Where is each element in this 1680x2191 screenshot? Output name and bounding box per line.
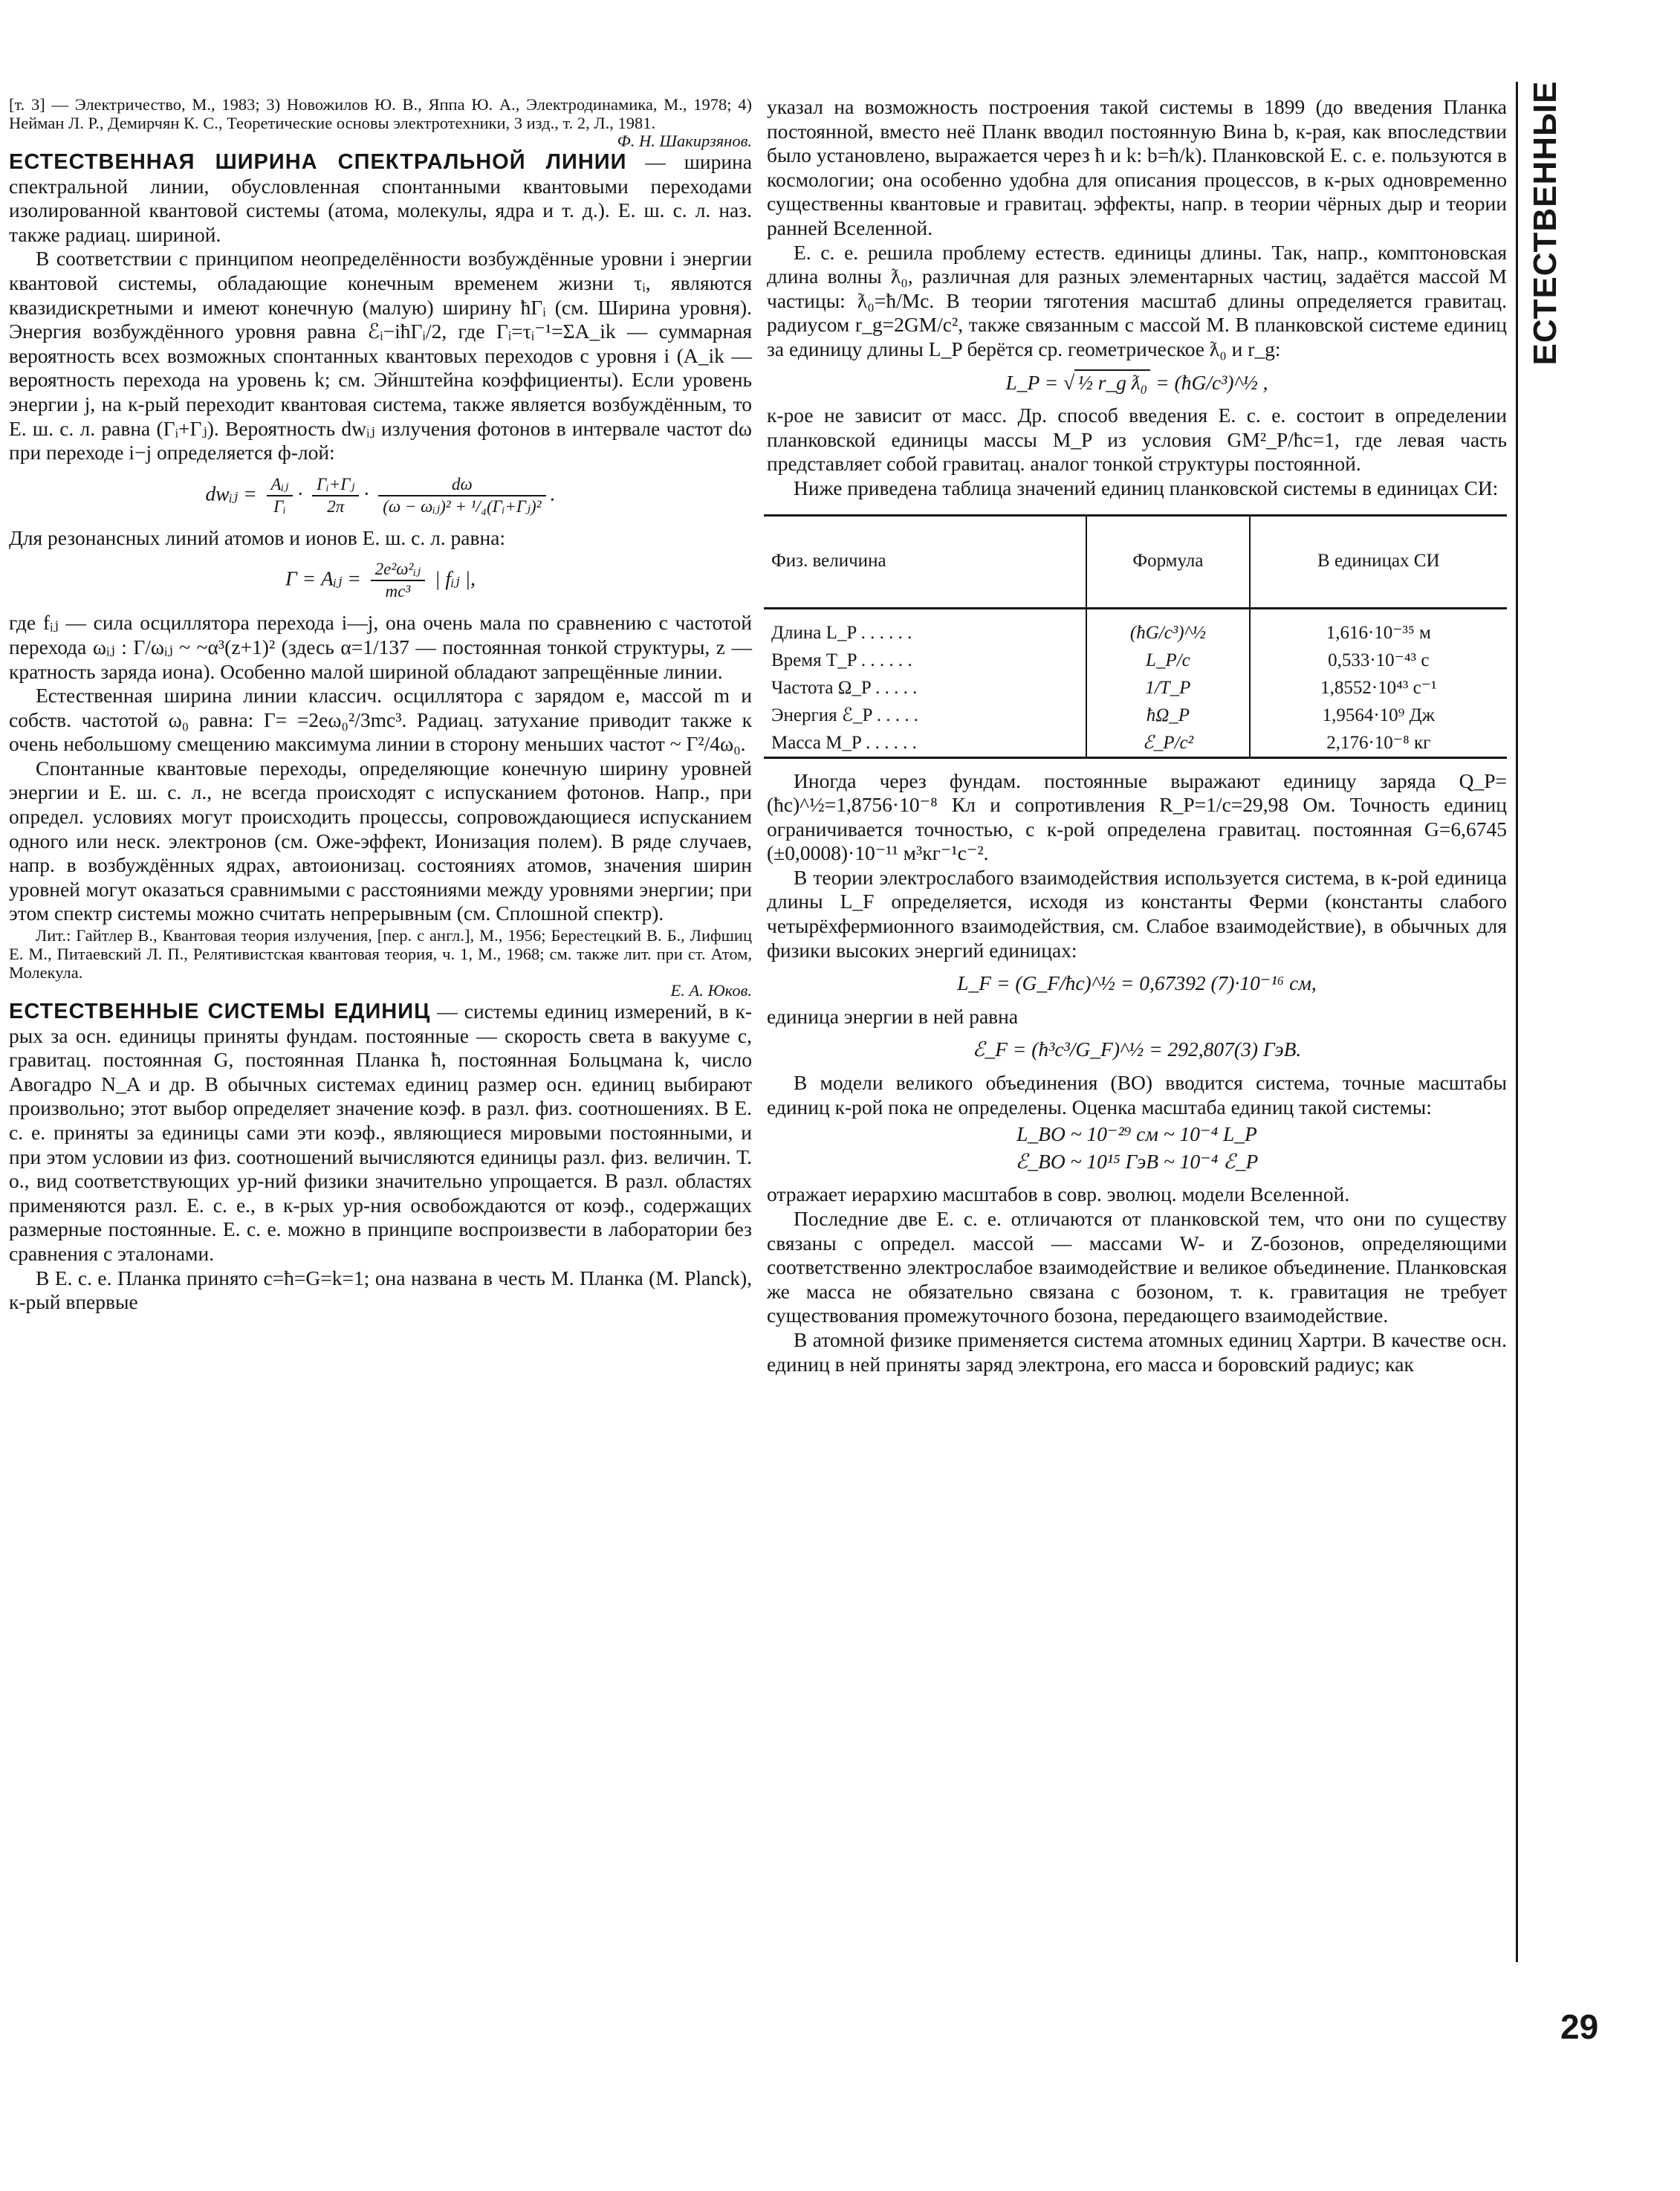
paragraph: Последние две Е. с. е. отличаются от планковской тем, что они по существу связаны с определ. массой — массами W- и Z-бозонов, определяющими соответственно электрослабое взаимодействие и великое объединение. Планковская же масса не обязательно связана с бозоном, т. к. гравитация не требует существования промежуточного бозона, передающего взаимодействие. <box>767 1207 1507 1327</box>
author-signature: Ф. Н. Шакирзянов. <box>617 132 752 150</box>
table-cell: 1,8552·10⁴³ с⁻¹ <box>1250 674 1507 702</box>
formula-fermi-length: L_F = (G_F/ħc)^½ = 0,67392 (7)·10⁻¹⁶ см, <box>957 971 1317 995</box>
denominator: Γᵢ <box>273 496 286 516</box>
paragraph: Спонтанные квантовые переходы, определяющие конечную ширину уровней энергии и Е. ш. с. л., не всегда происходят с испусканием фотонов. Напр., при определ. условиях могут происходить процессы, сопровождающиеся испусканием одного или неск. электронов (см. Оже-эффект, Ионизация полем). В ряде случаев, напр. в возбуждённых ядрах, автоионизац. состояниях атомов, значения ширин уровней могут оказаться сравнимыми с расстояниями между уровнями энергии; при этом спектр системы можно считать непрерывным (см. Сплошной спектр). <box>9 756 752 925</box>
table-cell: 1,9564·10⁹ Дж <box>1250 702 1507 729</box>
table-cell: Энергия ℰ_P . . . . . <box>771 705 918 725</box>
formula-lhs: dwᵢⱼ = <box>205 482 257 505</box>
radicand: ½ r_g ƛ₀ <box>1074 369 1150 394</box>
formula-gut-length: L_BO ~ 10⁻²⁹ см ~ 10⁻⁴ L_P <box>1016 1122 1257 1146</box>
paragraph: отражает иерархию масштабов в совр. эволюц. модели Вселенной. <box>767 1182 1350 1206</box>
paragraph: В Е. с. е. Планка принято c=ħ=G=k=1; она названа в честь М. Планка (M. Planck), к-рый впервые <box>9 1266 752 1314</box>
paragraph: В теории электрослабого взаимодействия используется система, в к-рой единица длины L_F определяется, исходя из константы Ферми (константы слабого четырёхфермионного взаимодействия, см. Слабое взаимодействие), в обычных для физики высоких энергий единицах: <box>767 865 1507 962</box>
paragraph: В модели великого объединения (ВО) вводится система, точные масштабы единиц к-рой пока не определены. Оценка масштаба единиц такой системы: <box>767 1071 1507 1119</box>
table-row <box>764 702 1507 729</box>
paragraph: Ниже приведена таблица значений единиц планковской системы в единицах СИ: <box>794 476 1499 499</box>
denominator: (ω − ωᵢⱼ)² + ¹/₄(Γᵢ+Γⱼ)² <box>383 496 542 516</box>
paragraph: Естественная ширина линии классич. осциллятора с зарядом e, массой m и собств. частотой ω₀ равна: Γ= =2eω₀²/3mc³. Радиац. затухание приводит также к очень небольшому смещению максимума линии в сторону меньших частот ~ Γ²/4ω₀. <box>9 684 752 756</box>
table-cell: Масса M_P . . . . . . <box>764 729 1086 758</box>
formula-lhs: Γ = Aᵢⱼ = <box>285 566 361 590</box>
paragraph: Для резонансных линий атомов и ионов Е. ш. с. л. равна: <box>9 525 506 549</box>
table-cell: (ħG/c³)^½ <box>1086 608 1249 647</box>
table-cell: Время T_P . . . . . . <box>771 650 912 670</box>
paragraph: В атомной физике применяется система атомных единиц Хартри. В качестве осн. единиц в ней приняты заряд электрона, его масса и боровский радиус; как <box>767 1327 1507 1376</box>
formula-rhs: | fᵢⱼ |, <box>435 566 476 590</box>
table-cell: ħΩ_P <box>1086 702 1249 729</box>
table-row <box>764 608 1507 647</box>
table-cell: Частота Ω_P . . . . . <box>771 677 918 698</box>
table-row <box>764 729 1507 758</box>
formula-gut-energy: ℰ_BO ~ 10¹⁵ ГэВ ~ 10⁻⁴ ℰ_P <box>1015 1149 1259 1173</box>
table-cell: 1/T_P <box>1086 674 1249 702</box>
formula-lhs: L_P = <box>1005 370 1059 394</box>
fraction <box>378 474 545 517</box>
right-column <box>767 95 1507 1376</box>
page-number: 29 <box>1560 2007 1599 2046</box>
paragraph: где fᵢⱼ — сила осциллятора перехода i—j, она очень мала по сравнению с частотой перехода ωᵢⱼ : Γ/ωᵢⱼ ~ ~α³(z+1)² (здесь α=1/137 — постоянная тонкой структуры, z — кратность заряда иона). Особенно малой шириной обладают запрещённые линии. <box>9 611 752 683</box>
formula-fermi-energy: ℰ_F = (ħ³c³/G_F)^½ = 292,807(3) ГэВ. <box>972 1038 1302 1061</box>
paragraph: Е. с. е. решила проблему естеств. единицы длины. Так, напр., комптоновская длина волны ƛ₀, различная для разных элементарных частиц, задаётся массой M частицы: ƛ₀=ħ/Mc. В теории тяготения масштаб длины определяется гравитац. радиусом r_g=2GM/c², также связанным с массой M. В планковской системе единиц за единицу длины L_P берётся ср. геометрическое ƛ₀ и r_g: <box>767 240 1507 360</box>
literature: Лит.: Гайтлер В., Квантовая теория излучения, [пер. с англ.], М., 1956; Берестецкий В. Б., Лифшиц Е. М., Питаевский Л. П., Релятивистская квантовая теория, ч. 1, М., 1968; см. также лит. при ст. Атом, Молекула. <box>9 926 752 983</box>
author-signature: Е. А. Юков. <box>670 981 752 1000</box>
table-cell: L_P/c <box>1086 647 1249 674</box>
formula-gamma <box>9 559 752 602</box>
radical-sign: √ <box>1063 370 1075 394</box>
denominator: 2π <box>327 496 345 516</box>
headword: ЕСТЕСТВЕННАЯ ШИРИНА СПЕКТРАЛЬНОЙ ЛИНИИ <box>9 150 627 174</box>
paragraph: единица энергии в ней равна <box>767 1004 1019 1028</box>
table-header: Физ. величина <box>764 515 1086 608</box>
running-header: ЕСТЕСТВЕННЫЕ <box>1527 80 1563 366</box>
fraction <box>267 474 293 517</box>
numerator: Aᵢⱼ <box>267 474 293 496</box>
table-cell: ℰ_P/c² <box>1086 729 1249 758</box>
paragraph: В соответствии с принципом неопределённости возбуждённые уровни i энергии квантовой системы, обладающие конечным временем жизни τᵢ, являются квазидискретными и имеют конечную (малую) ширину ħΓᵢ (см. Ширина уровня). Энергия возбуждённого уровня равна ℰᵢ−iħΓᵢ/2, где Γᵢ=τᵢ⁻¹=ΣA_ik — суммарная вероятность всех возможных спонтанных квантовых переходов с уровня i (A_ik — вероятность перехода на уровень k; см. Эйнштейна коэффициенты). Если уровень энергии j, на к-рый переходит квантовая система, также является возбуждённым, то Е. ш. с. л. равна (Γᵢ+Γⱼ). Вероятность dwᵢⱼ излучения фотонов в интервале частот dω при переходе i−j определяется ф-лой: <box>9 247 752 465</box>
denominator: mc³ <box>385 582 411 601</box>
fraction <box>371 559 425 602</box>
definition: — системы единиц измерений, в к-рых за осн. единицы приняты фундам. постоянные — скорость света в вакууме c, гравитац. постоянная G, постоянная Планка ħ, постоянная Больцмана k, число Авогадро N_A и др. В обычных системах единиц размер осн. единиц выбирают произвольно; этот выбор определяет значение коэф. в разл. физ. соотношениях. В Е. с. е. приняты за единицы сами эти коэф., являющиеся мировыми постоянными, и при этом условии из физ. соотношений вычисляются единицы разл. физ. величин. Т. о., вид соответствующих ур-ний физики значительно упрощается. В разл. областях применяются разл. Е. с. е., в к-рых ур-ния освобождаются от коэф., содержащих размерные постоянные. Е. с. е. можно в принципе воспроизвести в лаборатории без сравнения с эталонами. <box>9 1000 752 1265</box>
formula-rhs: = (ħG/c³)^½ , <box>1155 370 1268 394</box>
planck-units-table <box>764 514 1507 759</box>
reference-list: [т. 3] — Электричество, М., 1983; 3) Новожилов Ю. В., Яппа Ю. А., Электродинамика, М., 1978; 4) Нейман Л. Р., Демирчян К. С., Теоретические основы электротехники, 3 изд., т. 2, Л., 1981. <box>9 95 752 132</box>
paragraph: указал на возможность построения такой системы в 1899 (до введения Планка постоянной, вместо неё Планк вводил постоянную Вина b, к-рая, как впоследствии было установлено, выражается через ħ и k: b=ħ/k). Планковской Е. с. е. пользуются в космологии; она особенно удобна для описания процессов, в к-рых одновременно существенны квантовые и гравитац. эффекты, напр. в теории чёрных дыр и теории ранней Вселенной. <box>767 95 1508 239</box>
sidebar-rule <box>1516 82 1518 1962</box>
table-header: Формула <box>1086 515 1249 608</box>
formula-dw: dwᵢⱼ = $\frac{\text{Aᵢⱼ}}{\text{Γᵢ}}$ · $\frac{\text{Γᵢ+Γⱼ}}{2\pi}$ · $\frac{d\omega}{\text{(ω − ωᵢⱼ)² + ¹/₄(Γᵢ+Γⱼ)²}}$ . <box>205 474 556 516</box>
paragraph: Иногда через фундам. постоянные выражают единицу заряда Q_P=(ħc)^½=1,8756·10⁻⁸ Кл и сопротивления R_P=1/c=29,98 Ом. Точность единиц ограничивается точностью, с к-рой определена гравитац. постоянная G=6,6745 (±0,0008)·10⁻¹¹ м³кг⁻¹с⁻². <box>767 768 1507 865</box>
fraction <box>312 474 359 517</box>
table-header: В единицах СИ <box>1250 515 1507 608</box>
headword: ЕСТЕСТВЕННЫЕ СИСТЕМЫ ЕДИНИЦ <box>9 1000 431 1024</box>
article-entry <box>9 150 752 247</box>
numerator: dω <box>378 474 545 496</box>
table-row <box>764 674 1507 702</box>
table-cell: 2,176·10⁻⁸ кг <box>1250 729 1507 758</box>
table-cell: 1,616·10⁻³⁵ м <box>1250 608 1507 647</box>
table-cell: Длина L_P . . . . . . <box>771 622 912 643</box>
table-cell: 0,533·10⁻⁴³ с <box>1250 647 1507 674</box>
numerator: Γᵢ+Γⱼ <box>312 474 359 496</box>
formula-planck-length <box>767 371 1507 395</box>
paragraph: к-рое не зависит от масс. Др. способ введения Е. с. е. состоит в определении планковской единицы массы M_P из условия GM²_P/ħc=1, где левая часть представляет собой гравитац. аналог тонкой структуры постоянной. <box>767 404 1507 476</box>
left-column <box>9 95 752 1315</box>
definition: — ширина спектральной линии, обусловленная спонтанными квантовыми переходами изолированной квантовой системы (атома, молекулы, ядра и т. д.). Е. ш. с. л. наз. также радиац. шириной. <box>9 150 752 246</box>
numerator: 2e²ω²ᵢⱼ <box>371 559 425 581</box>
article-entry <box>9 1000 752 1266</box>
table-row <box>764 647 1507 674</box>
